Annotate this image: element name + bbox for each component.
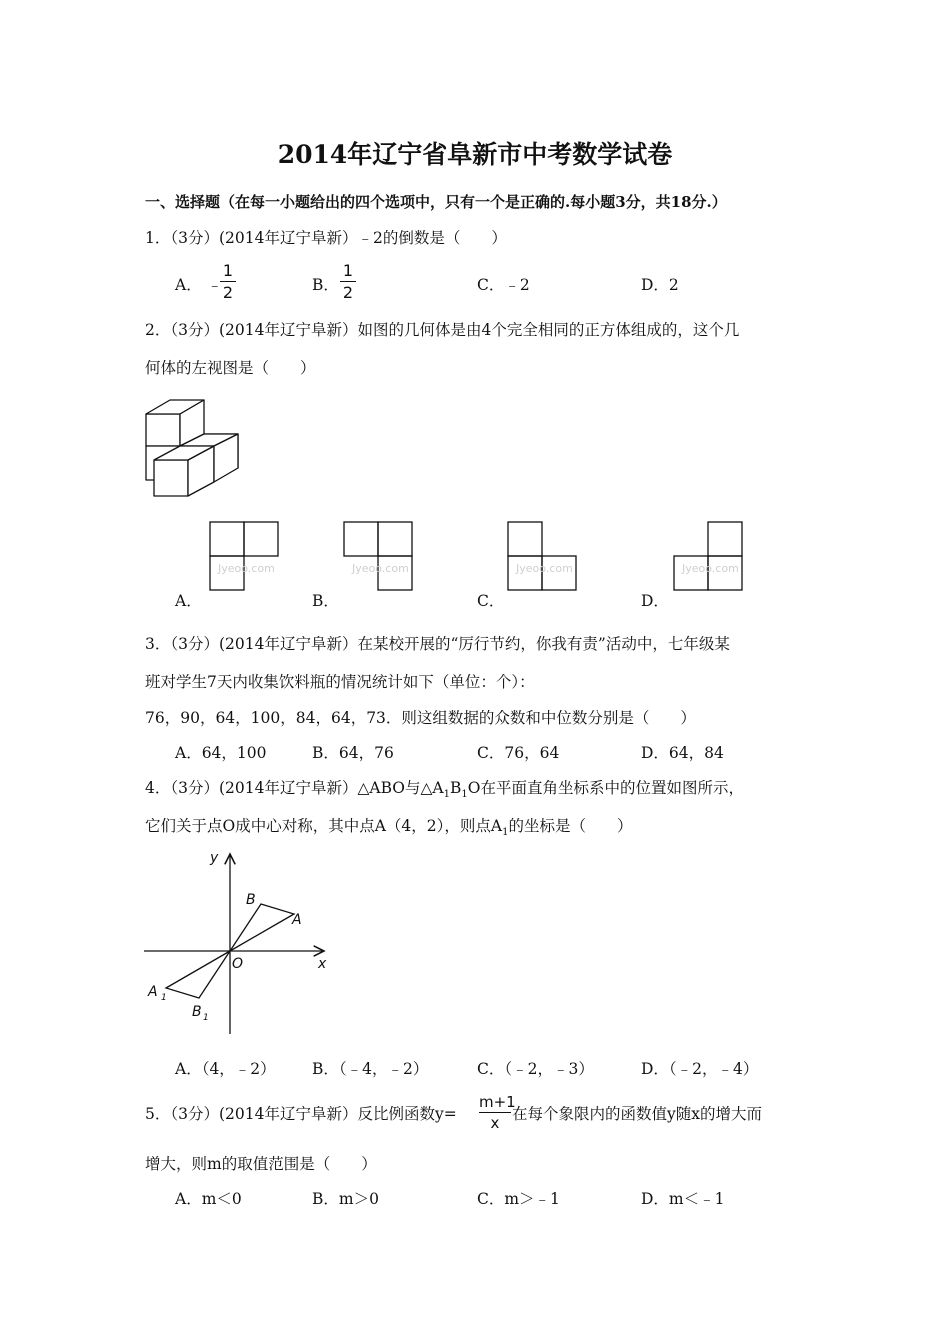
triangle-abo	[230, 904, 294, 951]
q1-stem: 1．（3分）(2014年辽宁阜新）﹣2的倒数是（ ）	[145, 229, 507, 247]
q5-stem1-pre: 5．（3分）(2014年辽宁阜新）反比例函数y=	[145, 1105, 457, 1123]
watermark: Jyeoo.com	[218, 562, 275, 575]
y-axis-label: y	[210, 850, 219, 866]
point-a1-label: A	[148, 984, 158, 1000]
q1-option-a-sign: ﹣	[207, 276, 223, 294]
q2-stem-line2: 何体的左视图是（ ）	[145, 359, 316, 377]
q4-option-c: C．（﹣2，﹣3）	[477, 1060, 594, 1078]
point-a1-sub: 1	[161, 993, 167, 1003]
q1-a-numerator: 1	[222, 261, 234, 280]
q5-denominator: x	[490, 1114, 500, 1132]
q1-option-b-label: B．	[312, 276, 339, 294]
q1-b-denominator: 2	[342, 283, 354, 302]
q5-numerator: m+1	[479, 1093, 516, 1111]
q1-option-b-fraction	[340, 261, 356, 302]
q1-option-c: C．﹣2	[477, 276, 530, 294]
q3-option-c: C．76，64	[477, 744, 560, 762]
q4-stem1-post: O在平面直角坐标系中的位置如图所示，	[467, 779, 744, 797]
q2-option-a-figure	[208, 520, 280, 592]
q5-option-b: B．m＞0	[312, 1190, 379, 1208]
q2-option-a: A．	[175, 592, 202, 610]
q4-sub2: 1	[461, 789, 468, 801]
q4-stem2-pre: 它们关于点O成中心对称，其中点A（4，2），则点A	[145, 817, 503, 835]
q4-option-d: D．（﹣2，﹣4）	[641, 1060, 759, 1078]
q2-option-d: D．	[641, 592, 669, 610]
point-b1-sub: 1	[203, 1013, 209, 1023]
triangle-a1b1o	[166, 951, 230, 998]
q5-option-c: C．m＞﹣1	[477, 1190, 560, 1208]
point-b1-label: B	[192, 1004, 202, 1020]
q4-stem1-mid: B	[449, 779, 462, 797]
origin-label: O	[232, 956, 244, 972]
q1-option-a-label: A．	[175, 276, 202, 294]
page-title: 2014年辽宁省阜新市中考数学试卷	[277, 140, 673, 169]
fraction-bar	[220, 281, 236, 282]
q1-option-d: D．2	[641, 276, 679, 294]
q5-stem-line2: 增大，则m的取值范围是（ ）	[145, 1155, 377, 1173]
cube-top-front	[146, 414, 180, 446]
q4-sub3: 1	[502, 827, 509, 839]
q2-stem-line1: 2．（3分）(2014年辽宁阜新）如图的几何体是由4个完全相同的正方体组成的，这个几	[145, 321, 740, 339]
q2-option-b: B．	[312, 592, 339, 610]
q1-option-a-fraction	[220, 261, 236, 302]
q4-coordinate-figure	[140, 848, 340, 1038]
q2-solid-figure	[140, 398, 245, 503]
fraction-bar	[479, 1112, 511, 1113]
cube-front-left	[154, 460, 188, 496]
q1-b-numerator: 1	[342, 261, 354, 280]
q5-option-a: A．m＜0	[175, 1190, 242, 1208]
q4-stem2-post: 的坐标是（ ）	[508, 817, 633, 835]
point-b-label: B	[246, 892, 256, 908]
q3-stem-line3: 76，90，64，100，84，64，73．则这组数据的众数和中位数分别是（ ）	[145, 709, 696, 727]
x-axis-label: x	[318, 956, 327, 972]
q3-stem-line2: 班对学生7天内收集饮料瓶的情况统计如下（单位：个）：	[145, 673, 535, 691]
q3-option-d: D．64，84	[641, 744, 724, 762]
section-heading: 一、选择题（在每一小题给出的四个选项中，只有一个是正确的.每小题3分，共18分.）	[145, 193, 727, 211]
q4-option-b: B．（﹣4，﹣2）	[312, 1060, 429, 1078]
q4-stem-line2	[145, 814, 632, 838]
q5-stem1-post: 在每个象限内的函数值y随x的增大而	[512, 1105, 762, 1123]
q2-option-d-figure	[672, 520, 744, 592]
q2-option-c: C．	[477, 592, 505, 610]
watermark: Jyeoo.com	[682, 562, 739, 575]
q1-a-denominator: 2	[222, 283, 234, 302]
q4-sub1: 1	[443, 789, 450, 801]
q5-fraction	[479, 1093, 516, 1132]
q2-option-c-figure	[506, 520, 578, 592]
q3-stem-line1: 3．（3分）(2014年辽宁阜新）在某校开展的“厉行节约，你我有责”活动中，七年级某	[145, 635, 730, 653]
q2-option-b-figure	[342, 520, 414, 592]
q4-stem-line1	[145, 776, 744, 800]
q5-option-d: D．m＜﹣1	[641, 1190, 725, 1208]
fraction-bar	[340, 281, 356, 282]
q3-option-b: B．64，76	[312, 744, 394, 762]
point-a-label: A	[292, 912, 302, 928]
q4-option-a: A．（4，﹣2）	[175, 1060, 276, 1078]
q3-option-a: A．64，100	[175, 744, 267, 762]
q4-stem1-pre: 4．（3分）(2014年辽宁阜新）△ABO与△A	[145, 779, 444, 797]
watermark: Jyeoo.com	[516, 562, 573, 575]
watermark: Jyeoo.com	[352, 562, 409, 575]
